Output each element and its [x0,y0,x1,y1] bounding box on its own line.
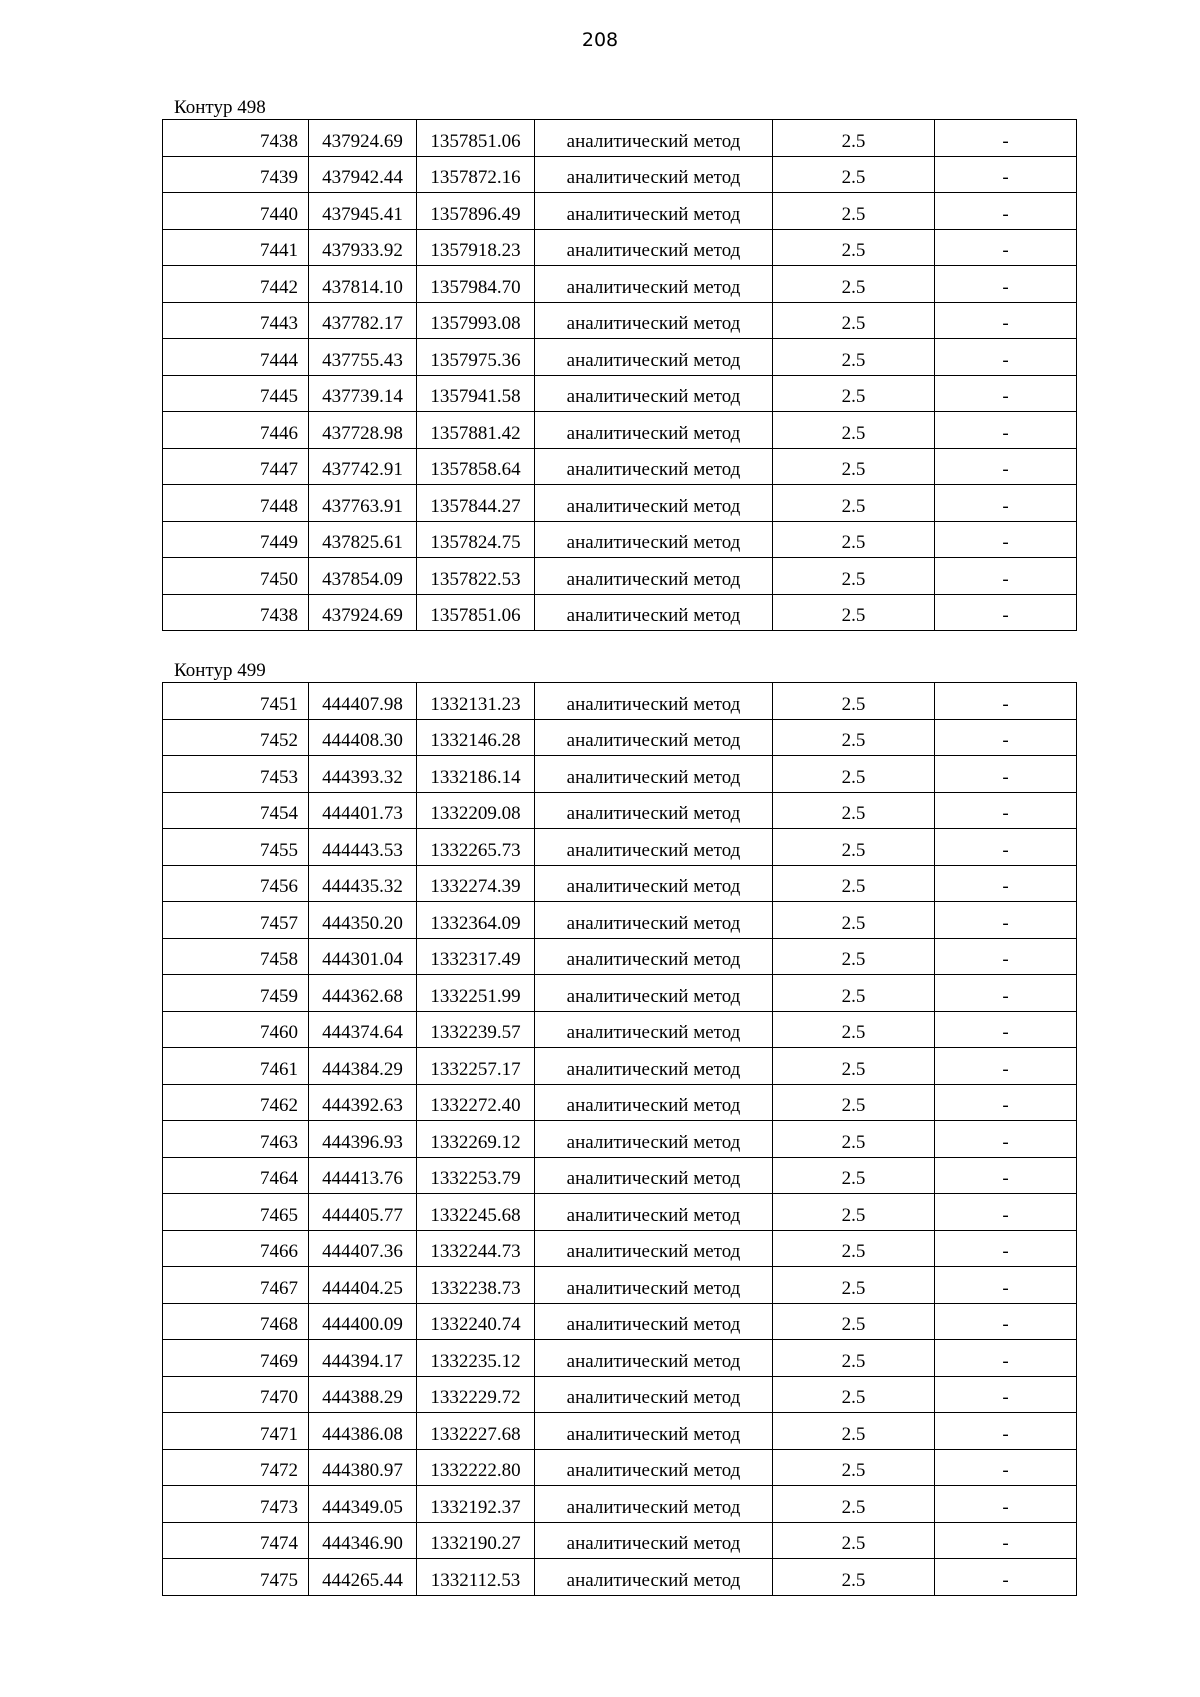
method-cell: аналитический метод [535,1449,773,1486]
point-number-cell: 7469 [163,1340,309,1377]
description-cell: - [935,1376,1077,1413]
description-cell: - [935,829,1077,866]
description-cell: - [935,156,1077,193]
x-coordinate-cell: 444346.90 [309,1522,417,1559]
method-cell: аналитический метод [535,829,773,866]
x-coordinate-cell: 444301.04 [309,938,417,975]
method-cell: аналитический метод [535,792,773,829]
table-row [163,120,1077,157]
method-cell: аналитический метод [535,1048,773,1085]
precision-cell: 2.5 [773,1376,935,1413]
point-number-cell: 7447 [163,448,309,485]
point-number-cell: 7468 [163,1303,309,1340]
x-coordinate-cell: 444350.20 [309,902,417,939]
precision-cell: 2.5 [773,1449,935,1486]
contour-title: Контур 498 [174,97,266,118]
method-cell: аналитический метод [535,558,773,595]
method-cell: аналитический метод [535,938,773,975]
table-row [163,266,1077,303]
description-cell: - [935,229,1077,266]
table-row [163,938,1077,975]
description-cell: - [935,594,1077,631]
y-coordinate-cell: 1332239.57 [417,1011,535,1048]
point-number-cell: 7475 [163,1559,309,1596]
y-coordinate-cell: 1332227.68 [417,1413,535,1450]
method-cell: аналитический метод [535,756,773,793]
description-cell: - [935,120,1077,157]
description-cell: - [935,1303,1077,1340]
table-row [163,1449,1077,1486]
method-cell: аналитический метод [535,594,773,631]
description-cell: - [935,375,1077,412]
point-number-cell: 7443 [163,302,309,339]
description-cell: - [935,1267,1077,1304]
precision-cell: 2.5 [773,1121,935,1158]
description-cell: - [935,1048,1077,1085]
precision-cell: 2.5 [773,1413,935,1450]
method-cell: аналитический метод [535,1376,773,1413]
method-cell: аналитический метод [535,339,773,376]
precision-cell: 2.5 [773,193,935,230]
x-coordinate-cell: 444401.73 [309,792,417,829]
table-row [163,1303,1077,1340]
y-coordinate-cell: 1332240.74 [417,1303,535,1340]
x-coordinate-cell: 444396.93 [309,1121,417,1158]
y-coordinate-cell: 1332251.99 [417,975,535,1012]
method-cell: аналитический метод [535,375,773,412]
method-cell: аналитический метод [535,156,773,193]
y-coordinate-cell: 1332269.12 [417,1121,535,1158]
table-row [163,1340,1077,1377]
description-cell: - [935,719,1077,756]
point-number-cell: 7467 [163,1267,309,1304]
x-coordinate-cell: 444384.29 [309,1048,417,1085]
y-coordinate-cell: 1357984.70 [417,266,535,303]
contour-section-499 [162,659,1076,1596]
table-row [163,865,1077,902]
method-cell: аналитический метод [535,302,773,339]
point-number-cell: 7463 [163,1121,309,1158]
description-cell: - [935,1522,1077,1559]
point-number-cell: 7460 [163,1011,309,1048]
precision-cell: 2.5 [773,156,935,193]
x-coordinate-cell: 444386.08 [309,1413,417,1450]
y-coordinate-cell: 1332186.14 [417,756,535,793]
y-coordinate-cell: 1332272.40 [417,1084,535,1121]
method-cell: аналитический метод [535,902,773,939]
precision-cell: 2.5 [773,1048,935,1085]
point-number-cell: 7446 [163,412,309,449]
point-number-cell: 7466 [163,1230,309,1267]
y-coordinate-cell: 1332317.49 [417,938,535,975]
x-coordinate-cell: 444443.53 [309,829,417,866]
point-number-cell: 7464 [163,1157,309,1194]
y-coordinate-cell: 1357975.36 [417,339,535,376]
y-coordinate-cell: 1357858.64 [417,448,535,485]
table-row [163,412,1077,449]
point-number-cell: 7462 [163,1084,309,1121]
x-coordinate-cell: 444349.05 [309,1486,417,1523]
y-coordinate-cell: 1332222.80 [417,1449,535,1486]
table-row [163,1048,1077,1085]
description-cell: - [935,558,1077,595]
precision-cell: 2.5 [773,1303,935,1340]
point-number-cell: 7454 [163,792,309,829]
point-number-cell: 7452 [163,719,309,756]
precision-cell: 2.5 [773,1230,935,1267]
table-row [163,339,1077,376]
description-cell: - [935,1011,1077,1048]
y-coordinate-cell: 1357872.16 [417,156,535,193]
method-cell: аналитический метод [535,412,773,449]
description-cell: - [935,448,1077,485]
x-coordinate-cell: 444407.36 [309,1230,417,1267]
x-coordinate-cell: 437755.43 [309,339,417,376]
method-cell: аналитический метод [535,1559,773,1596]
y-coordinate-cell: 1332238.73 [417,1267,535,1304]
description-cell: - [935,1084,1077,1121]
description-cell: - [935,683,1077,720]
table-row [163,1084,1077,1121]
precision-cell: 2.5 [773,1084,935,1121]
point-number-cell: 7474 [163,1522,309,1559]
y-coordinate-cell: 1332245.68 [417,1194,535,1231]
point-number-cell: 7473 [163,1486,309,1523]
x-coordinate-cell: 437945.41 [309,193,417,230]
description-cell: - [935,902,1077,939]
description-cell: - [935,938,1077,975]
x-coordinate-cell: 437933.92 [309,229,417,266]
x-coordinate-cell: 444408.30 [309,719,417,756]
y-coordinate-cell: 1332131.23 [417,683,535,720]
y-coordinate-cell: 1332146.28 [417,719,535,756]
point-number-cell: 7471 [163,1413,309,1450]
x-coordinate-cell: 444374.64 [309,1011,417,1048]
table-row [163,1376,1077,1413]
y-coordinate-cell: 1332192.37 [417,1486,535,1523]
x-coordinate-cell: 444392.63 [309,1084,417,1121]
x-coordinate-cell: 444407.98 [309,683,417,720]
method-cell: аналитический метод [535,865,773,902]
description-cell: - [935,792,1077,829]
precision-cell: 2.5 [773,485,935,522]
precision-cell: 2.5 [773,448,935,485]
table-row [163,683,1077,720]
description-cell: - [935,865,1077,902]
method-cell: аналитический метод [535,120,773,157]
point-number-cell: 7440 [163,193,309,230]
point-number-cell: 7448 [163,485,309,522]
y-coordinate-cell: 1332235.12 [417,1340,535,1377]
x-coordinate-cell: 444404.25 [309,1267,417,1304]
table-row [163,719,1077,756]
precision-cell: 2.5 [773,865,935,902]
method-cell: аналитический метод [535,1486,773,1523]
x-coordinate-cell: 444394.17 [309,1340,417,1377]
point-number-cell: 7459 [163,975,309,1012]
table-row [163,829,1077,866]
point-number-cell: 7458 [163,938,309,975]
x-coordinate-cell: 444393.32 [309,756,417,793]
description-cell: - [935,756,1077,793]
page-number: 208 [581,29,619,51]
contour-section-498 [162,96,1076,631]
table-row [163,485,1077,522]
x-coordinate-cell: 437942.44 [309,156,417,193]
table-row [163,156,1077,193]
x-coordinate-cell: 444405.77 [309,1194,417,1231]
description-cell: - [935,266,1077,303]
point-number-cell: 7444 [163,339,309,376]
description-cell: - [935,193,1077,230]
description-cell: - [935,485,1077,522]
x-coordinate-cell: 437763.91 [309,485,417,522]
precision-cell: 2.5 [773,719,935,756]
point-number-cell: 7450 [163,558,309,595]
table-row [163,1121,1077,1158]
y-coordinate-cell: 1357851.06 [417,120,535,157]
point-number-cell: 7451 [163,683,309,720]
x-coordinate-cell: 437924.69 [309,594,417,631]
x-coordinate-cell: 437814.10 [309,266,417,303]
method-cell: аналитический метод [535,683,773,720]
method-cell: аналитический метод [535,521,773,558]
method-cell: аналитический метод [535,485,773,522]
method-cell: аналитический метод [535,1267,773,1304]
method-cell: аналитический метод [535,1413,773,1450]
point-number-cell: 7449 [163,521,309,558]
table-row [163,902,1077,939]
precision-cell: 2.5 [773,1011,935,1048]
x-coordinate-cell: 437854.09 [309,558,417,595]
y-coordinate-cell: 1332364.09 [417,902,535,939]
y-coordinate-cell: 1357993.08 [417,302,535,339]
precision-cell: 2.5 [773,829,935,866]
y-coordinate-cell: 1332274.39 [417,865,535,902]
y-coordinate-cell: 1357881.42 [417,412,535,449]
table-row [163,792,1077,829]
table-row [163,448,1077,485]
x-coordinate-cell: 444413.76 [309,1157,417,1194]
x-coordinate-cell: 437924.69 [309,120,417,157]
description-cell: - [935,1559,1077,1596]
y-coordinate-cell: 1357844.27 [417,485,535,522]
x-coordinate-cell: 437782.17 [309,302,417,339]
point-number-cell: 7455 [163,829,309,866]
point-number-cell: 7439 [163,156,309,193]
table-row [163,558,1077,595]
table-row [163,1559,1077,1596]
description-cell: - [935,521,1077,558]
method-cell: аналитический метод [535,719,773,756]
precision-cell: 2.5 [773,412,935,449]
table-row [163,1011,1077,1048]
x-coordinate-cell: 437742.91 [309,448,417,485]
method-cell: аналитический метод [535,1340,773,1377]
precision-cell: 2.5 [773,339,935,376]
table-row [163,1230,1077,1267]
y-coordinate-cell: 1332112.53 [417,1559,535,1596]
x-coordinate-cell: 437739.14 [309,375,417,412]
table-row [163,1267,1077,1304]
precision-cell: 2.5 [773,902,935,939]
x-coordinate-cell: 444388.29 [309,1376,417,1413]
x-coordinate-cell: 444362.68 [309,975,417,1012]
coordinates-table [162,119,1077,631]
table-row [163,1194,1077,1231]
description-cell: - [935,1194,1077,1231]
y-coordinate-cell: 1357851.06 [417,594,535,631]
point-number-cell: 7457 [163,902,309,939]
description-cell: - [935,302,1077,339]
precision-cell: 2.5 [773,1194,935,1231]
precision-cell: 2.5 [773,1559,935,1596]
y-coordinate-cell: 1332190.27 [417,1522,535,1559]
table-row [163,302,1077,339]
x-coordinate-cell: 444435.32 [309,865,417,902]
description-cell: - [935,1157,1077,1194]
table-row [163,521,1077,558]
precision-cell: 2.5 [773,756,935,793]
method-cell: аналитический метод [535,1084,773,1121]
table-row [163,1522,1077,1559]
method-cell: аналитический метод [535,975,773,1012]
table-row [163,229,1077,266]
point-number-cell: 7445 [163,375,309,412]
precision-cell: 2.5 [773,229,935,266]
description-cell: - [935,1486,1077,1523]
method-cell: аналитический метод [535,193,773,230]
point-number-cell: 7438 [163,594,309,631]
method-cell: аналитический метод [535,1157,773,1194]
method-cell: аналитический метод [535,1121,773,1158]
point-number-cell: 7472 [163,1449,309,1486]
precision-cell: 2.5 [773,558,935,595]
y-coordinate-cell: 1357941.58 [417,375,535,412]
y-coordinate-cell: 1332209.08 [417,792,535,829]
method-cell: аналитический метод [535,1230,773,1267]
y-coordinate-cell: 1357918.23 [417,229,535,266]
precision-cell: 2.5 [773,594,935,631]
precision-cell: 2.5 [773,1267,935,1304]
precision-cell: 2.5 [773,1486,935,1523]
point-number-cell: 7456 [163,865,309,902]
precision-cell: 2.5 [773,1522,935,1559]
precision-cell: 2.5 [773,521,935,558]
table-row [163,1486,1077,1523]
method-cell: аналитический метод [535,1303,773,1340]
method-cell: аналитический метод [535,1522,773,1559]
description-cell: - [935,1230,1077,1267]
y-coordinate-cell: 1357896.49 [417,193,535,230]
x-coordinate-cell: 437728.98 [309,412,417,449]
method-cell: аналитический метод [535,448,773,485]
y-coordinate-cell: 1332253.79 [417,1157,535,1194]
table-row [163,193,1077,230]
point-number-cell: 7442 [163,266,309,303]
description-cell: - [935,1449,1077,1486]
method-cell: аналитический метод [535,1194,773,1231]
table-row [163,756,1077,793]
precision-cell: 2.5 [773,792,935,829]
x-coordinate-cell: 444265.44 [309,1559,417,1596]
description-cell: - [935,339,1077,376]
point-number-cell: 7441 [163,229,309,266]
description-cell: - [935,1340,1077,1377]
precision-cell: 2.5 [773,1157,935,1194]
point-number-cell: 7438 [163,120,309,157]
point-number-cell: 7461 [163,1048,309,1085]
y-coordinate-cell: 1332229.72 [417,1376,535,1413]
method-cell: аналитический метод [535,1011,773,1048]
description-cell: - [935,975,1077,1012]
y-coordinate-cell: 1357822.53 [417,558,535,595]
table-row [163,975,1077,1012]
precision-cell: 2.5 [773,1340,935,1377]
y-coordinate-cell: 1357824.75 [417,521,535,558]
table-row [163,594,1077,631]
precision-cell: 2.5 [773,975,935,1012]
point-number-cell: 7453 [163,756,309,793]
table-row [163,375,1077,412]
contour-title: Контур 499 [174,660,266,681]
y-coordinate-cell: 1332244.73 [417,1230,535,1267]
x-coordinate-cell: 444400.09 [309,1303,417,1340]
y-coordinate-cell: 1332265.73 [417,829,535,866]
precision-cell: 2.5 [773,375,935,412]
x-coordinate-cell: 444380.97 [309,1449,417,1486]
precision-cell: 2.5 [773,302,935,339]
table-row [163,1157,1077,1194]
x-coordinate-cell: 437825.61 [309,521,417,558]
precision-cell: 2.5 [773,120,935,157]
point-number-cell: 7470 [163,1376,309,1413]
point-number-cell: 7465 [163,1194,309,1231]
method-cell: аналитический метод [535,266,773,303]
method-cell: аналитический метод [535,229,773,266]
description-cell: - [935,1413,1077,1450]
description-cell: - [935,1121,1077,1158]
precision-cell: 2.5 [773,266,935,303]
coordinates-table [162,682,1077,1596]
y-coordinate-cell: 1332257.17 [417,1048,535,1085]
table-row [163,1413,1077,1450]
description-cell: - [935,412,1077,449]
precision-cell: 2.5 [773,938,935,975]
precision-cell: 2.5 [773,683,935,720]
